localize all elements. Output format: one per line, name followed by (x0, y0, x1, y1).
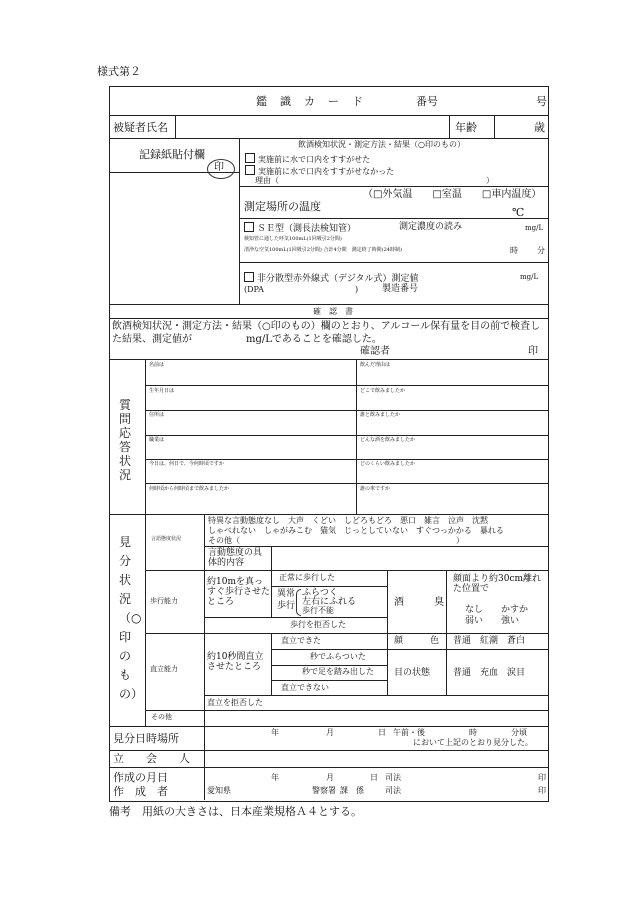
se-line2: 検知管に通した呼気100mL(1回吸引2分間) (244, 236, 342, 242)
when-month: 月 (326, 728, 334, 737)
qa-question: 名前は (149, 362, 165, 368)
stand-ok[interactable]: 直立できた (281, 636, 321, 645)
serial-label: 製造番号 (382, 284, 419, 294)
created-police-1: 司法 (385, 773, 401, 782)
rule (449, 115, 450, 139)
confirm-title: 確 認 書 (313, 307, 353, 316)
walk-abnormal-2: 歩行 (277, 601, 296, 611)
rule (145, 710, 548, 711)
walk-option[interactable]: 左右にふれる (302, 597, 357, 607)
rule (356, 359, 357, 514)
rule (204, 617, 387, 618)
reason-label: 理由（ (255, 176, 279, 185)
record-stamp: 印 (214, 162, 224, 173)
smell-label: 酒 臭 (394, 597, 444, 608)
rule (271, 649, 548, 650)
se-min: 分 (537, 246, 545, 255)
rule (145, 483, 548, 484)
stand-sway[interactable]: 秒でふらついた (310, 652, 366, 661)
prefecture: 愛知県 (207, 786, 231, 795)
rule (204, 695, 548, 696)
checkbox-icon (245, 153, 255, 163)
rule (109, 750, 548, 751)
walk-option[interactable]: ふらつく (302, 588, 338, 598)
qa-question: 生年月日は (149, 388, 175, 394)
rule (145, 514, 146, 726)
eye-options[interactable]: 普通 充血 涙目 (453, 668, 526, 678)
speech-label: 言語態度状況 (151, 536, 182, 542)
rule (145, 435, 548, 436)
rule (145, 570, 548, 571)
rule (109, 726, 548, 727)
eye-label: 目の状態 (394, 668, 431, 678)
rule (387, 570, 388, 695)
ndir-option[interactable]: 非分散型赤外線式（デジタル式）測定値 (244, 272, 418, 284)
checkbox-icon (244, 272, 254, 282)
rule (109, 318, 548, 319)
rule (239, 138, 240, 304)
qa-question: どこで飲みましたか (360, 388, 406, 394)
witness-field[interactable] (206, 752, 546, 766)
temp-options[interactable]: （□外気温 □室温 □車内温度） (363, 189, 542, 200)
number-suffix: 号 (536, 95, 547, 108)
obs-label: 見分状況（○印のもの） (119, 535, 144, 701)
record-paste-label: 記録紙貼付欄 (139, 148, 205, 161)
age-label: 年齢 (455, 121, 477, 134)
walk-normal[interactable]: 正常に歩行した (279, 573, 335, 582)
qa-question: どんな酒を飲みましたか (360, 437, 416, 443)
rule (446, 570, 447, 695)
rule (271, 680, 387, 681)
walk-label: 歩行能力 (150, 597, 178, 605)
se-line3: 清浄な空気100mL(1回吸引2分間) 合計4分間 測定終了時間(24時制) (244, 247, 402, 253)
method-title: 飲酒検知状況・測定方法・結果（○印のもの） (298, 140, 465, 149)
qa-question: どのくらい飲みましたか (360, 461, 416, 467)
brace-icon (296, 589, 301, 616)
when-text: において上記のとおり見分した。 (413, 738, 533, 747)
rule (271, 665, 387, 666)
confirm-text-2a: た結果、測定値が (112, 334, 192, 345)
temp-label: 測定場所の温度 (244, 200, 321, 213)
speech-options-2[interactable]: しゃべれない しゃがみこむ 猫気 じっとしていない すぐつっかかる 暴れる (208, 526, 504, 535)
qa-question: 誰と飲みましたか (360, 412, 401, 418)
rule (494, 115, 495, 139)
rule (109, 514, 548, 515)
se-option[interactable]: ＳＥ型（測長法検知管） (244, 222, 356, 234)
se-unit: mg/L (525, 224, 544, 232)
dpa-close: ) (355, 285, 359, 294)
when-minute: 分頃 (511, 728, 527, 737)
speech-other-close: ） (456, 536, 464, 545)
created-month: 月 (326, 773, 334, 782)
qa-question: 飲んだ理由は (360, 362, 391, 368)
when-label: 見分日時場所 (113, 732, 179, 745)
card-title: 鑑 識 カ ー ド (256, 95, 364, 108)
temp-unit: ℃ (512, 206, 525, 219)
qa-question: 職業は (149, 437, 165, 443)
reason-close: ） (486, 176, 494, 185)
confirm-text-2b: mg/Lであることを確認した。 (246, 334, 382, 345)
smell-options-1[interactable]: なし かすか (465, 605, 529, 615)
suspect-name-label: 被疑者氏名 (113, 121, 168, 134)
rule (145, 385, 548, 386)
confirm-text-1: 飲酒検知状況・測定方法・結果（○印のもの）欄のとおり、アルコール保有量を目の前で検査し (112, 321, 541, 332)
rinse-no-option[interactable]: 実施前に水で口内をすすがせなかった (245, 165, 394, 176)
rule (145, 459, 548, 460)
age-unit: 歳 (534, 121, 545, 134)
qa-question: 今日は、何日で、今何時頃ですか (149, 461, 224, 467)
created-police-2: 司法 (385, 786, 401, 795)
when-ampm[interactable]: 午前・後 (393, 728, 425, 737)
when-day: 日 (378, 728, 386, 737)
station: 警察署 (312, 786, 336, 795)
qa-question: 住所は (149, 412, 165, 418)
walk-option[interactable]: 歩行不能 (302, 606, 334, 615)
se-reading-label: 測定濃度の読み (399, 222, 463, 232)
rule (145, 359, 146, 514)
rule (271, 546, 272, 570)
rule (175, 115, 176, 139)
ndir-unit: mg/L (520, 273, 539, 281)
stand-step[interactable]: 秒で足を踏み出した (302, 667, 374, 676)
created-stamp-2: 印 (538, 786, 546, 795)
stand-no[interactable]: 直立できない (281, 683, 329, 692)
form-number: 様式第２ (97, 65, 141, 78)
age-field[interactable] (497, 117, 529, 137)
smell-question: 顔面より約30cm離れた位置で (453, 574, 542, 594)
note: 備考 用紙の大きさは、日本産業規格Ａ４とする。 (109, 805, 362, 818)
se-hour: 時 (510, 246, 518, 255)
other-label: その他 (151, 713, 172, 721)
checkbox-icon (245, 165, 255, 175)
dept: 課 係 (340, 786, 364, 795)
rule (109, 767, 548, 768)
speech-other: その他（ (208, 536, 240, 545)
smell-options-2[interactable]: 弱い 強い (465, 616, 520, 626)
when-year: 年 (271, 728, 279, 737)
qa-question: 誰の車ですか (360, 486, 391, 492)
created-day: 日 (370, 773, 378, 782)
face-options[interactable]: 普通 紅潮 蒼白 (453, 636, 526, 646)
rule (239, 218, 548, 219)
stand-refused[interactable]: 直立を拒否した (207, 698, 263, 707)
walk-question: 約10mを真っすぐ歩行させたところ (207, 577, 271, 607)
created-year: 年 (271, 773, 279, 782)
confirmer-label: 確認者 (360, 346, 390, 357)
witness-label: 立 会 人 (113, 752, 190, 765)
rule (145, 410, 548, 411)
suspect-name-field[interactable] (178, 117, 446, 137)
stand-question: 約10秒間直立させたところ (207, 652, 264, 672)
dpa-label: (DPA (244, 285, 264, 294)
stand-label: 直立能力 (150, 665, 178, 673)
rule (109, 304, 548, 305)
number-label: 番号 (416, 95, 438, 108)
confirm-stamp: 印 (528, 346, 538, 357)
walk-refused[interactable]: 歩行を拒否した (290, 620, 346, 629)
rule (271, 633, 272, 695)
rule (204, 514, 205, 726)
created-stamp-1: 印 (538, 773, 546, 782)
walk-abnormal: 異常 (277, 589, 296, 599)
qa-question: 何時頃から何時頃まで飲みましたか (149, 486, 230, 492)
rule (239, 186, 548, 187)
rule (271, 586, 387, 587)
checkbox-icon (244, 222, 254, 232)
rule (109, 359, 548, 360)
created-date-label: 作成の月日 (113, 771, 168, 784)
rule (145, 633, 548, 634)
rinse-yes-option[interactable]: 実施前に水で口内をすすがせた (245, 153, 370, 164)
when-hour: 時 (469, 728, 477, 737)
speech-detail-label: 言動態度の具体的内容 (208, 548, 263, 568)
speech-options-1[interactable]: 特異な言動態度なし 大声 くどい しどろもどろ 悪口 雑言 泣声 沈黙 (208, 516, 488, 525)
author-label: 作 成 者 (113, 785, 168, 798)
rule (271, 570, 272, 617)
rule (204, 546, 548, 547)
face-label: 顔 色 (394, 636, 440, 646)
rule (239, 262, 548, 263)
qa-label: 質問応答状況 (119, 398, 132, 482)
rule (204, 726, 205, 800)
